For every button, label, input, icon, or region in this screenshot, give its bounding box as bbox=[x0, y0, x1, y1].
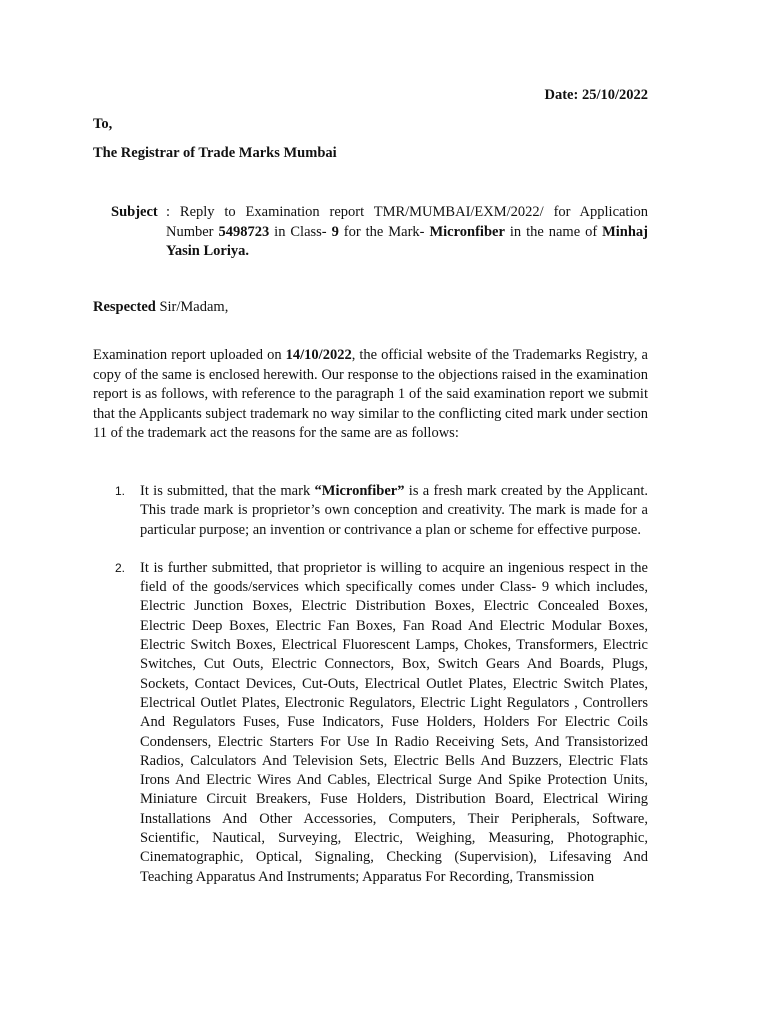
list-number: 2. bbox=[115, 560, 126, 575]
to-line: To, bbox=[93, 116, 113, 132]
subject-text bbox=[166, 203, 648, 262]
letter-date: Date: 25/10/2022 bbox=[544, 87, 648, 103]
application-number: 5498723 bbox=[218, 223, 270, 240]
list-number: 1. bbox=[115, 484, 126, 498]
mark-name: Micronfiber bbox=[429, 223, 505, 240]
recipient: The Registrar of Trade Marks Mumbai bbox=[93, 145, 337, 161]
intro-paragraph bbox=[93, 346, 648, 444]
salutation-rest: Sir/Madam, bbox=[155, 299, 229, 315]
list-item bbox=[93, 559, 648, 887]
intro-part-1: Examination report uploaded on bbox=[93, 347, 286, 363]
point-1-part-1: It is submitted, that the mark bbox=[140, 483, 315, 499]
points-list bbox=[93, 482, 648, 906]
subject-text-1: : Reply to Examination report TMR/MUMBAI/EXM/2022/ for Application Number bbox=[166, 204, 648, 240]
applicant-name: Minhaj Yasin Loriya. bbox=[166, 223, 649, 259]
subject-text-2: in Class- bbox=[269, 223, 332, 240]
report-date: 14/10/2022 bbox=[285, 347, 352, 363]
subject-block bbox=[111, 203, 648, 262]
intro-part-2: , the official website of the Trademarks Registry, a copy of the same is enclosed herewith. Our response to the objections raised in the examination report is as follows, with reference to the paragraph 1 of the said examination report we submit that the Applicants subject trademark no way similar to the conflicting cited mark under section 11 of the trademark act the reasons for the same are as follows: bbox=[93, 347, 648, 441]
subject-label: Subject bbox=[111, 204, 158, 220]
salutation bbox=[93, 299, 228, 316]
point-2-text: It is further submitted, that proprietor is willing to acquire an ingenious respect in the field of the goods/services which specifically comes under Class- 9 which includes, Electric Junction Boxes, Electric Distribution Boxes, Electric Concealed Boxes, Electric Deep Boxes, Electric Fan Boxes, Fan Road And Electric Modular Boxes, Electric Switch Boxes, Electrical Fluorescent Lamps, Chokes, Transformers, Electric Switches, Cut Outs, Electric Connectors, Box, Switch Gears And Boards, Plugs, Sockets, Contact Devices, Cut-Outs, Electrical Outlet Plates, Electric Switch Plates, Electrical Outlet Plates, Electronic Regulators, Electric Light Regulators , Controllers And Regulators Fuses, Fuse Indicators, Fuse Holders, Holders For Electric Coils Condensers, Electric Starters For Use In Radio Receiving Sets, And Transistorized Radios, Calculators And Television Sets, Electric Bells And Buzzers, Electric Flats Irons And Electric Wires And Cables, Electrical Surge And Spike Protection Units, Miniature Circuit Breakers, Fuse Holders, Distribution Board, Electrical Wiring Installations And Other Accessories, Computers, Their Peripherals, Software, Scientific, Nautical, Surveying, Electric, Weighing, Measuring, Photographic, Cinematographic, Optical, Signaling, Checking (Supervision), Lifesaving And Teaching Apparatus And Instruments; Apparatus For Recording, Transmission bbox=[140, 559, 648, 885]
list-item bbox=[93, 482, 648, 540]
subject-text-3: for the Mark- bbox=[338, 223, 430, 240]
salutation-bold: Respected bbox=[93, 299, 156, 315]
subject-text-4: in the name of bbox=[504, 223, 603, 240]
point-1-part-2: is a fresh mark created by the Applicant. This trade mark is proprietor’s own conception and creativity. The mark is made for a particular purpose; an invention or contrivance a plan or scheme for effective purpose. bbox=[140, 483, 648, 538]
point-1-mark: “Micronfiber” bbox=[314, 483, 405, 499]
class-number: 9 bbox=[331, 223, 339, 240]
